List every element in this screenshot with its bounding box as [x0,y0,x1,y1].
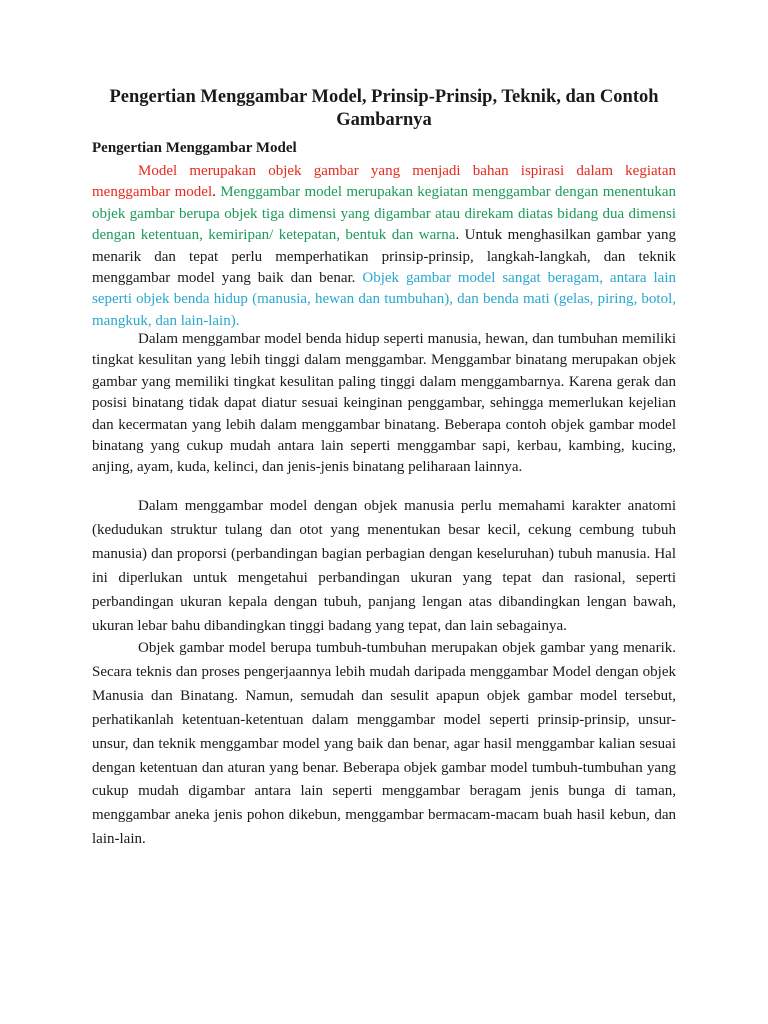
paragraph-living-objects: Dalam menggambar model benda hidup seperti manusia, hewan, dan tumbuhan memiliki tingkat kesulitan yang lebih tinggi dalam menggambar. Menggambar binatang merupakan objek gambar yang memiliki tingkat kesulitan paling tinggi dalam menggambarnya. Karena gerak dan posisi binatang tidak dapat diatur sesuai keinginan penggambar, sehingga memerlukan kejelian dan kecermatan yang lebih dalam menggambar binatang. Beberapa contoh objek gambar model binatang yang cukup mudah antara lain seperti menggambar sapi, kerbau, kambing, kucing, anjing, ayam, kuda, kelinci, dan jenis-jenis binatang peliharaan lainnya. [92,331,676,476]
green-highlight-text: Menggambar model merupakan kegiatan menggambar dengan menentukan objek gambar berupa objek tiga dimensi yang digambar atau direkam diatas bidang dua dimensi dengan ketentuan, kemiripan/ ketepatan, bentuk dan warna [92,184,676,244]
paragraph-definition [92,161,676,332]
section-heading: Pengertian Menggambar Model [92,140,297,156]
plain-text: . Untuk menghasilkan gambar yang menarik dan tepat perlu memperhatikan prinsip-prinsip, langkah-langkah, dan teknik menggambar model yang baik dan benar. [92,227,676,287]
blue-highlight-text: Objek gambar model sangat beragam, antara lain seperti objek benda hidup (manusia, hewan dan tumbuhan), dan benda mati (gelas, piring, botol, mangkuk, dan lain-lain). [92,270,677,329]
paragraph-human-model: Dalam menggambar model dengan objek manusia perlu memahami karakter anatomi (kedudukan struktur tulang dan otot yang menentukan besar kecil, cekung cembung tubuh manusia) dan proporsi (perbandingan bagian perbagian dengan keseluruhan) tubuh manusia. Hal ini diperlukan untuk mengetahui perbandingan ukuran yang tepat dan rasional, seperti perbandingan ukuran kepala dengan tubuh, panjang lengan atas dibandingkan lengan bawah, ukuran lebar bahu dibandingkan tinggi badang yang tepat, dan lain sebagainya. [92,498,676,634]
document-title: Pengertian Menggambar Model, Prinsip-Prinsip, Teknik, dan Contoh Gambarnya [109,87,659,130]
separator-text: . [212,184,221,201]
paragraph-plant-model: Objek gambar model berupa tumbuh-tumbuhan merupakan objek gambar yang menarik. Secara teknis dan proses pengerjaannya lebih mudah daripada menggambar Model dengan objek Manusia dan Binatang. Namun, semudah dan sesulit apapun objek gambar model tersebut, perhatikanlah ketentuan-ketentuan dalam menggambar model seperti prinsip-prinsip, unsur-unsur, dan teknik menggambar model yang baik dan benar, agar hasil menggambar kalian sesuai dengan ketentuan dan aturan yang benar. Beberapa objek gambar model tumbuh-tumbuhan yang cukup mudah digambar antara lain seperti menggambar beragam jenis bunga di taman, menggambar aneka jenis pohon dikebun, menggambar bermacam-macam buah hasil kebun, dan lain-lain. [92,640,676,848]
red-highlight-text: Model merupakan objek gambar yang menjadi bahan ispirasi dalam kegiatan menggambar model [92,163,676,201]
